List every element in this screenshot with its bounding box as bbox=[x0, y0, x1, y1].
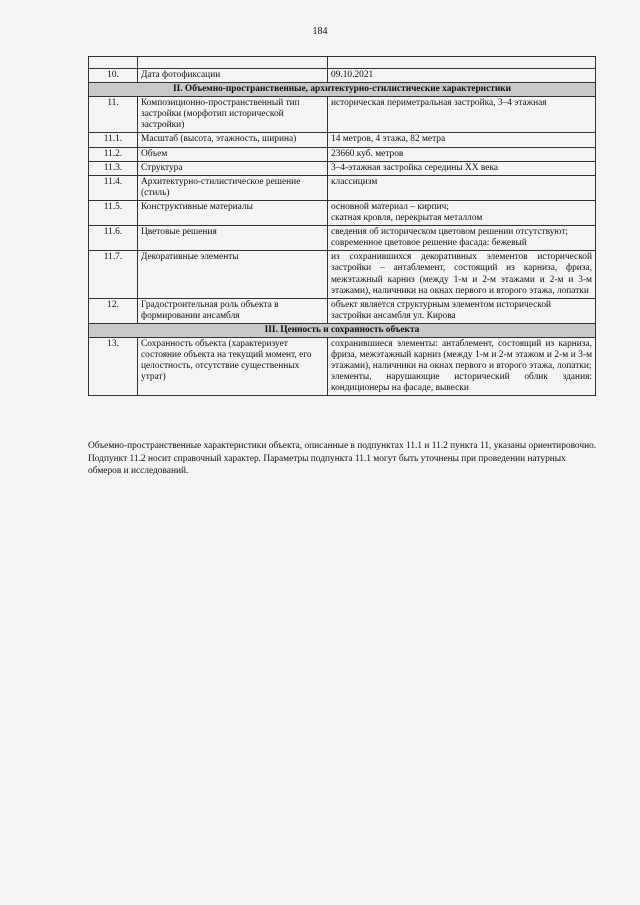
row-value bbox=[328, 57, 596, 69]
section-header-3 bbox=[89, 323, 596, 337]
row-label: Масштаб (высота, этажность, ширина) bbox=[138, 133, 328, 147]
table-row bbox=[89, 337, 596, 395]
row-label: Дата фотофиксации bbox=[138, 69, 328, 83]
row-value-line: современное цветовое решение фасада: бежевый bbox=[331, 238, 527, 249]
object-characteristics-table bbox=[88, 56, 596, 396]
row-value bbox=[328, 97, 596, 133]
row-value-line: сведения об историческом цветовом решении отсутствуют; bbox=[331, 227, 568, 238]
row-value-line: основной материал – кирпич; bbox=[331, 201, 449, 212]
row-value bbox=[328, 337, 596, 395]
row-label: Структура bbox=[138, 161, 328, 175]
row-label: Градостроительная роль объекта в формировании ансамбля bbox=[138, 298, 328, 323]
table-row bbox=[89, 97, 596, 133]
table-row bbox=[89, 57, 596, 69]
row-value-line: 23660 куб. метров bbox=[331, 148, 404, 159]
row-value-line: объект является структурным элементом исторической застройки ансамбля ул. Кирова bbox=[331, 299, 552, 321]
row-label: Сохранность объекта (характеризует состояние объекта на текущий момент, его целостность, отсутствие существенных утрат) bbox=[138, 337, 328, 395]
row-value-line: элементы, нарушающие исторический облик здания: кондиционеры на фасаде, вывески bbox=[331, 372, 592, 394]
row-number: 11.1. bbox=[89, 133, 138, 147]
row-number: 11.2. bbox=[89, 147, 138, 161]
row-number: 13. bbox=[89, 337, 138, 395]
table-row bbox=[89, 298, 596, 323]
row-value-line: скатная кровля, перекрытая металлом bbox=[331, 213, 483, 224]
row-value bbox=[328, 298, 596, 323]
row-label bbox=[138, 57, 328, 69]
table-row bbox=[89, 133, 596, 147]
row-value-line: классицизм bbox=[331, 176, 378, 187]
row-number: 12. bbox=[89, 298, 138, 323]
row-label: Композиционно-пространственный тип застройки (морфотип исторической застройки) bbox=[138, 97, 328, 133]
table-row bbox=[89, 161, 596, 175]
row-label: Цветовые решения bbox=[138, 226, 328, 251]
footnote-paragraph: Объемно-пространственные характеристики объекта, описанные в подпунктах 11.1 и 11.2 пункта 11, указаны ориентировочно. Подпункт 11.2 носит справочный характер. Параметры подпункта 11.1 могут быть уточнены при проведении натурных обмеров и исследований. bbox=[88, 441, 597, 477]
row-value bbox=[328, 251, 596, 298]
row-value-line: из сохранившихся декоративных элементов исторической застройки – антаблемент, состоящий из карниза, фриза, межэтажный карниз (между 1-м и 2-м этажами и 2-м и 3-м этажами), наличники на окнах первого и второго этажа, лопатки bbox=[331, 252, 592, 296]
section-header-2-title: II. Объемно-пространственные, архитектурно-стилистические характеристики bbox=[89, 83, 596, 97]
row-label: Объем bbox=[138, 147, 328, 161]
row-value bbox=[328, 147, 596, 161]
section-header-2 bbox=[89, 83, 596, 97]
row-number: 11.7. bbox=[89, 251, 138, 298]
row-number bbox=[89, 57, 138, 69]
row-value bbox=[328, 200, 596, 225]
row-value-line: историческая периметральная застройка, 3–4 этажная bbox=[331, 98, 547, 109]
table-row bbox=[89, 147, 596, 161]
row-value-line: 3–4-этажная застройка середины XX века bbox=[331, 162, 499, 173]
row-value bbox=[328, 69, 596, 83]
row-label: Конструктивные материалы bbox=[138, 200, 328, 225]
table-row bbox=[89, 69, 596, 83]
row-value bbox=[328, 226, 596, 251]
row-number: 11.3. bbox=[89, 161, 138, 175]
row-value bbox=[328, 133, 596, 147]
row-value-line: 14 метров, 4 этажа, 82 метра bbox=[331, 134, 446, 145]
row-number: 11.5. bbox=[89, 200, 138, 225]
row-number: 11.4. bbox=[89, 175, 138, 200]
row-number: 11.6. bbox=[89, 226, 138, 251]
section-header-3-title: III. Ценность и сохранность объекта bbox=[89, 323, 596, 337]
table-row bbox=[89, 175, 596, 200]
row-label: Декоративные элементы bbox=[138, 251, 328, 298]
row-label: Архитектурно-стилистическое решение (стиль) bbox=[138, 175, 328, 200]
row-number: 11. bbox=[89, 97, 138, 133]
table-row bbox=[89, 226, 596, 251]
row-number: 10. bbox=[89, 69, 138, 83]
page-number: 184 bbox=[312, 26, 328, 37]
table-row bbox=[89, 251, 596, 298]
row-value bbox=[328, 161, 596, 175]
row-value bbox=[328, 175, 596, 200]
row-value-line: 09.10.2021 bbox=[331, 70, 374, 80]
row-value-line: сохранившиеся элементы: антаблемент, состоящий из карниза, фриза, межэтажный карниз (между 1-м и 2-м этажом и 2-м и 3-м этажами), наличники на окнах первого и второго этажа, лопатки; bbox=[331, 338, 592, 372]
table-row bbox=[89, 200, 596, 225]
